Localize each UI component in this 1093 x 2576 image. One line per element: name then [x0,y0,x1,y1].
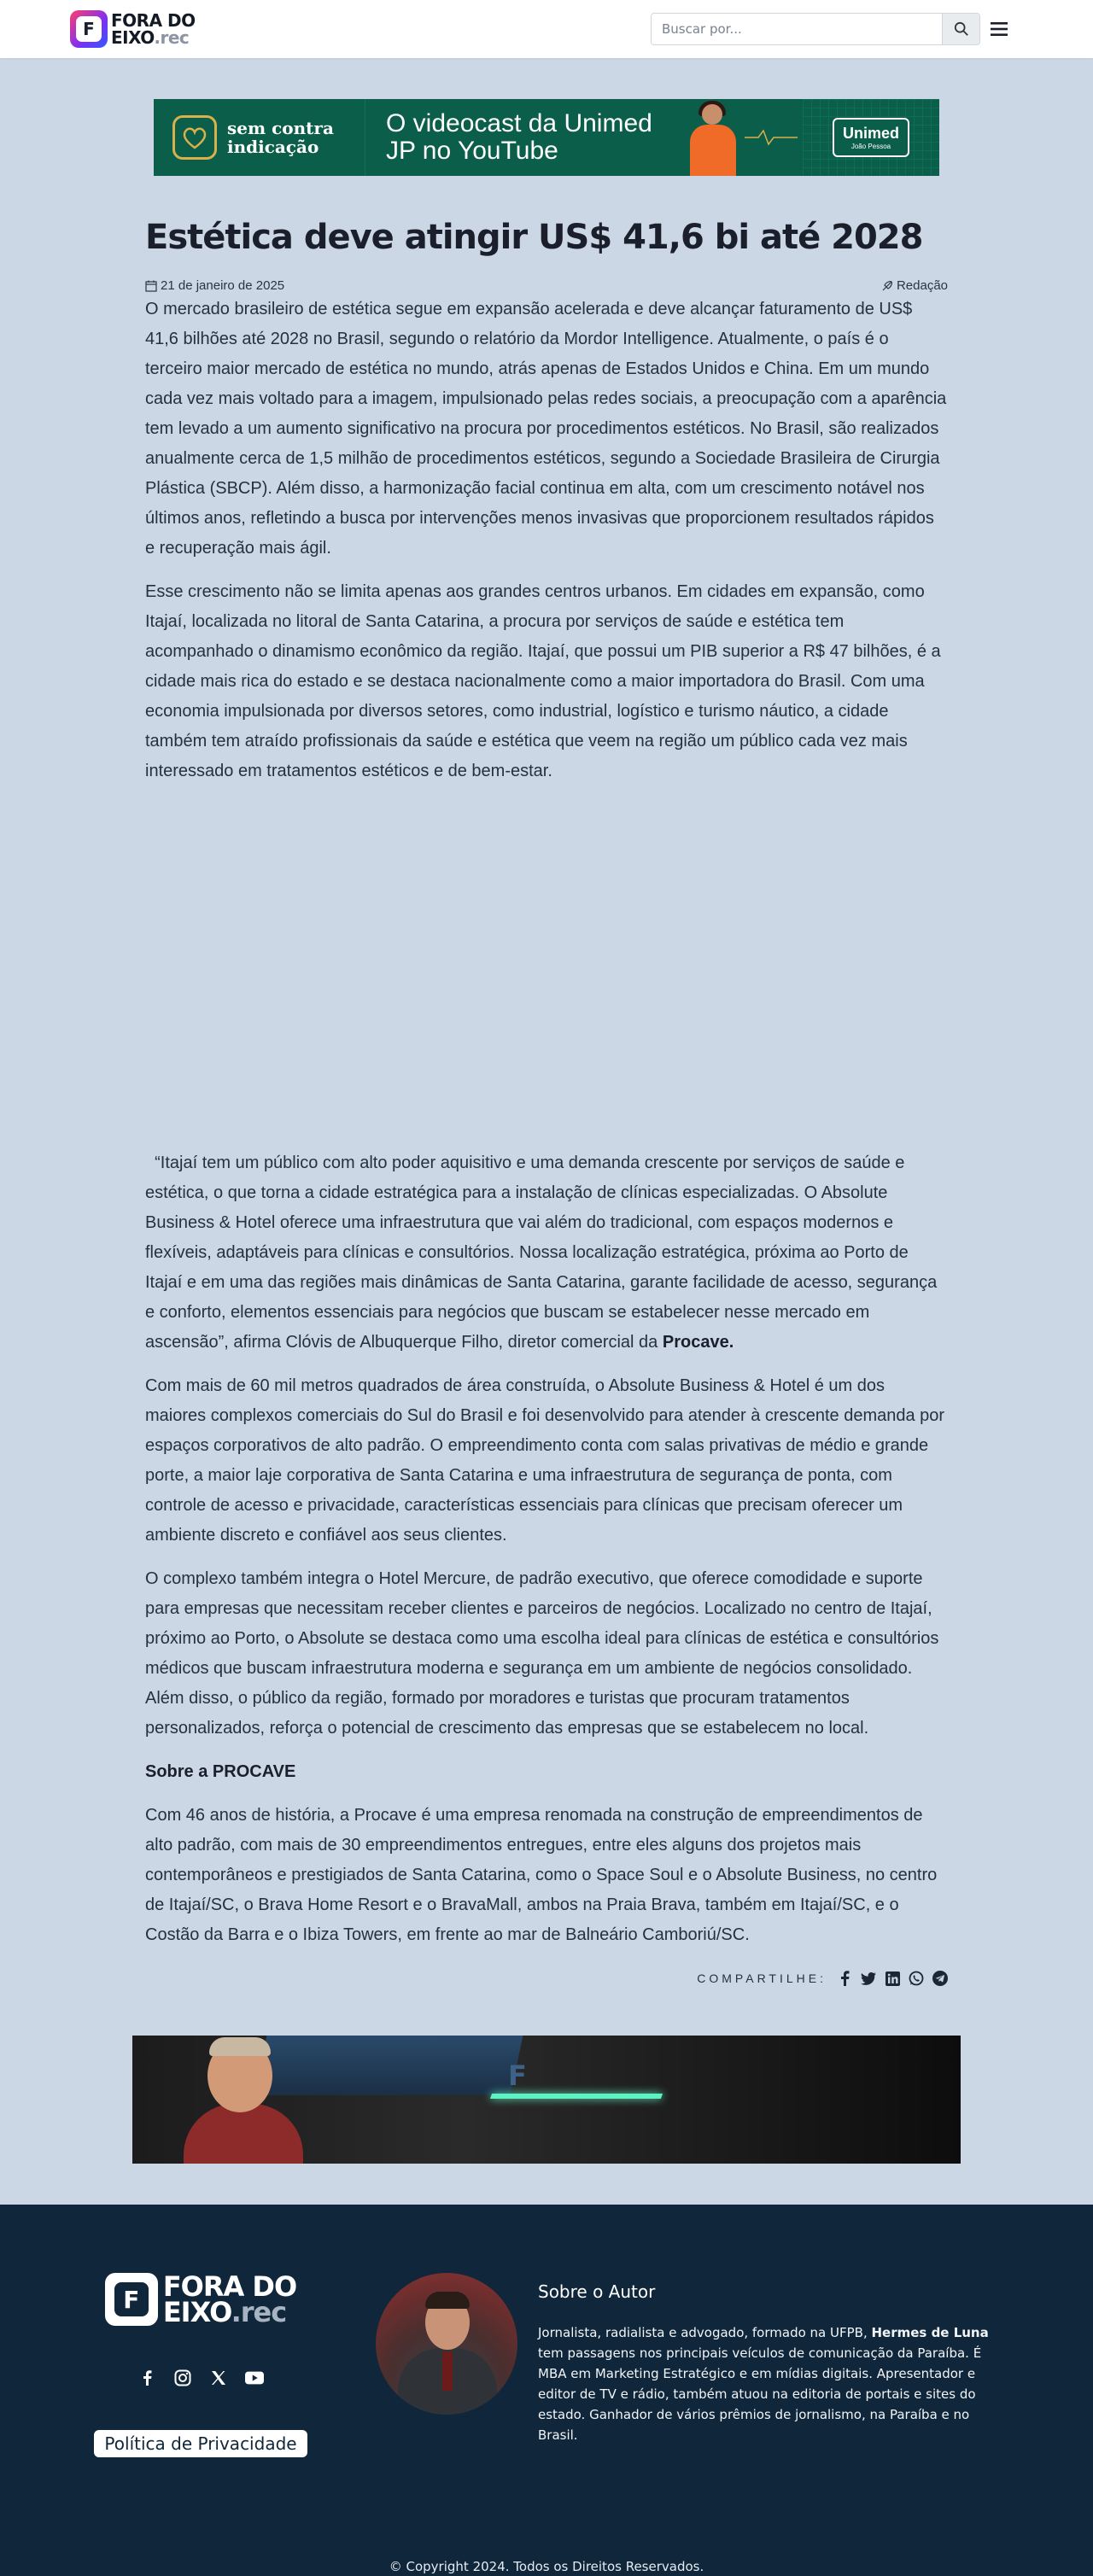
share-whatsapp-button[interactable] [909,1971,924,1986]
author-avatar [376,2273,517,2415]
linkedin-icon [886,1971,900,1986]
share-bar [145,1971,948,1986]
facebook-icon [839,1971,850,1986]
article-quote: “Itajaí tem um público com alto poder aquisitivo e uma demanda crescente por serviços de saúde e estética, o que torna a cidade estratégica para a instalação de clínicas especializadas. O Absolute Business & Hotel oferece uma infraestrutura que vai além do tradicional, com espaços modernos e flexíveis, adaptáveis para clínicas e consultórios. Nossa localização estratégica, próxima ao Porto de Itajaí e em uma das regiões mais dinâmicas de Santa Catarina, garante facilidade de acesso, segurança e conforto, elementos essenciais para negócios que buscam se estabelecer nesse mercado em ascensão”, afirma Clóvis de Albuquerque Filho, diretor comercial da Procave. [145,1154,938,1352]
article-paragraph: Com 46 anos de história, a Procave é uma empresa renomada na construção de empreendimentos de alto padrão, com mais de 30 empreendimentos entregues, entre eles alguns dos projetos mais contemporâneos e prestigiados de Santa Catarina, como o Space Soul e o Absolute Business, no centro de Itajaí/SC, o Brava Home Resort e o BravaMall, ambos na Praia Brava, também em Itajaí/SC, e o Costão da Barra e o Ibiza Towers, em frente ao mar de Balneário Camboriú/SC. [145,1806,938,1944]
footer-x-link[interactable] [209,2369,228,2387]
footer-youtube-link[interactable] [245,2369,264,2387]
x-icon [210,2369,227,2386]
feather-icon [881,280,893,292]
logo-icon: F [70,10,108,48]
ad-placeholder [145,786,948,1147]
footer-logo-line1: FORA DO [162,2270,297,2303]
footer-logo[interactable] [105,2270,297,2328]
banner-sign-letter: F [508,2059,527,2092]
logo-line1: FORA DO [111,10,196,31]
share-linkedin-button[interactable] [885,1971,900,1986]
author-name: Hermes de Luna [871,2325,989,2340]
telegram-icon [932,1971,948,1986]
logo-suffix: .rec [154,27,190,48]
youtube-icon [245,2370,264,2386]
logo-line2: EIXO [111,27,155,48]
top-banner-ad[interactable] [154,99,939,176]
site-footer [0,2205,1093,2576]
author-bio: Jornalista, radialista e advogado, formado na UFPB, Hermes de Luna tem passagens nos principais veículos de comunicação da Paraíba. É MBA em Marketing Estratégico e em mídias digitais. Apresentador e editor de TV e rádio, também atuou na editoria de portais e sites do estado. Ganhador de vários prêmios de jornalismo, na Paraíba e no Brasil. [538,2325,989,2443]
calendar-icon [145,280,157,292]
banner-person-image [676,99,745,176]
banner-neon-light [490,2094,663,2099]
menu-button[interactable] [989,19,1009,39]
footer-instagram-link[interactable] [173,2369,192,2387]
article [145,176,948,1986]
author-heading: Sobre o Autor [538,2281,656,2302]
facebook-icon [142,2369,152,2386]
share-telegram-button[interactable] [932,1971,948,1986]
search-icon [954,21,969,37]
privacy-policy-link[interactable]: Política de Privacidade [94,2430,307,2457]
footer-facebook-link[interactable] [137,2369,156,2387]
site-logo[interactable] [70,10,196,48]
footer-logo-line2: EIXO [162,2296,231,2328]
article-paragraph: Esse crescimento não se limita apenas aos grandes centros urbanos. Em cidades em expansão, como Itajaí, localizada no litoral de Santa Catarina, a procura por serviços de saúde e estética tem acompanhado o dinamismo econômico da região. Itajaí, que possui um PIB superior a R$ 47 bilhões, é a cidade mais rica do estado e se destaca nacionalmente como a maior importadora do Brasil. Com uma economia impulsionada por diversos setores, como industrial, logístico e turismo náutico, a cidade também tem atraído profissionais da saúde e estética que veem na região um público cada vez mais interessado em tratamentos estéticos e de bem-estar. [145,582,941,780]
copyright-text: © Copyright 2024. Todos os Direitos Reservados. [389,2559,704,2574]
procave-link: Procave. [662,1333,734,1352]
unimed-logo: Unimed João Pessoa [833,118,909,157]
article-date: 21 de janeiro de 2025 [161,278,285,293]
search-input[interactable] [652,14,942,44]
article-paragraph: O complexo também integra o Hotel Mercure, de padrão executivo, que oferece comodidade e suporte para empresas que necessitam receber clientes e parceiros de negócios. Localizado no centro de Itajaí, próximo ao Porto, o Absolute se destaca como uma escolha ideal para clínicas de estética e consultórios médicos que buscam infraestrutura moderna e segurança em um ambiente de negócios consolidado. Além disso, o público da região, formado por moradores e turistas que procuram tratamentos personalizados, reforça o potencial de crescimento das empresas que se estabelecem no local. [145,1569,939,1738]
twitter-icon [861,1971,876,1985]
instagram-icon [174,2369,191,2386]
article-subheading: Sobre a PROCAVE [145,1762,296,1781]
bottom-banner-ad[interactable] [132,2036,961,2164]
heartbeat-line [745,129,798,146]
share-twitter-button[interactable] [861,1971,876,1986]
share-facebook-button[interactable] [837,1971,852,1986]
banner-person-image [175,2036,312,2164]
search-button[interactable] [942,14,979,44]
banner-slogan: sem contra indicação [227,118,334,157]
article-meta [145,278,948,293]
article-paragraph: O mercado brasileiro de estética segue em expansão acelerada e deve alcançar faturamento de US$ 41,6 bilhões até 2028 no Brasil, segundo o relatório da Mordor Intelligence. Atualmente, o país é o terceiro maior mercado de estética no mundo, atrás apenas de Estados Unidos e China. Em um mundo cada vez mais voltado para a imagem, impulsionado pelas redes sociais, a preocupação com a aparência tem levado a um aumento significativo na procura por procedimentos estéticos. No Brasil, são realizados anualmente cerca de 1,5 milhão de procedimentos estéticos, segundo a Sociedade Brasileira de Cirurgia Plástica (SBCP). Além disso, a harmonização facial continua em alta, com um crescimento notável nos últimos anos, refletindo a busca por intervenções menos invasivas que proporcionem resultados rápidos e recuperação mais ágil. [145,300,947,558]
search-box [651,13,980,45]
author-section [376,2273,999,2457]
search-area [651,13,1009,45]
site-header [0,0,1093,58]
footer-logo-suffix: .rec [231,2296,287,2328]
hamburger-icon [991,21,1008,37]
article-paragraph: Com mais de 60 mil metros quadrados de área construída, o Absolute Business & Hotel é um dos maiores complexos comerciais do Sul do Brasil e foi desenvolvido para atender à crescente demanda por espaços corporativos de alto padrão. O empreendimento conta com salas privativas de médio e grande porte, a maior laje corporativa de Santa Catarina e uma infraestrutura de segurança de ponta, com controle de acesso e privacidade, características essenciais para clínicas que precisam oferecer um ambiente discreto e confiável aos seus clientes. [145,1376,945,1545]
social-links [137,2369,264,2387]
article-author: Redação [896,278,948,293]
share-label: COMPARTILHE: [697,1971,827,1985]
article-title: Estética deve atingir US$ 41,6 bi até 2028 [145,218,923,257]
whatsapp-icon [909,1971,924,1986]
footer-logo-icon: F [105,2273,158,2326]
heart-icon [172,115,217,160]
banner-headline: O videocast da Unimed JP no YouTube [386,109,652,165]
